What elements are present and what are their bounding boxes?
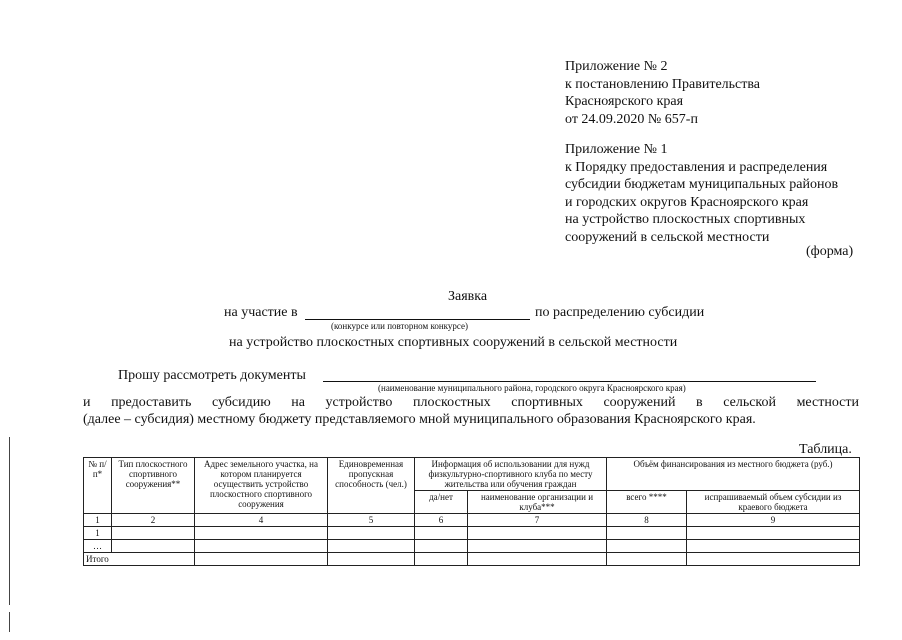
column-number: 9 — [687, 514, 860, 527]
table-total-row[interactable] — [84, 553, 860, 566]
appendix1-line: и городских округов Красноярского края — [565, 194, 809, 210]
table-cell[interactable] — [468, 527, 607, 540]
total-label: Итого — [84, 553, 195, 566]
header-usage-group: Информация об использовании для нужд физкультурно-спортивного клуба по месту жительства или обучения граждан — [415, 458, 607, 491]
table-cell[interactable] — [468, 540, 607, 553]
scan-margin-line — [9, 612, 10, 632]
column-number-row — [84, 514, 860, 527]
appendix2-line: Приложение № 2 — [565, 59, 668, 74]
table-cell[interactable] — [607, 540, 687, 553]
table-cell[interactable] — [687, 540, 860, 553]
municipality-hint: (наименование муниципального района, городского округа Красноярского края) — [378, 383, 686, 393]
table-cell[interactable] — [415, 553, 468, 566]
header-usage-org: наименование организации и клуба*** — [468, 491, 607, 514]
appendix2-line: от 24.09.2020 № 657-п — [565, 111, 698, 127]
form-label: (форма) — [806, 244, 854, 259]
appendix1-line: Приложение № 1 — [565, 142, 668, 157]
table-caption: Таблица. — [799, 442, 852, 457]
table-cell[interactable] — [195, 553, 328, 566]
appendix1-line: к Порядку предоставления и распределения — [565, 159, 828, 175]
header-address: Адрес земельного участка, на котором планируется осуществить устройство плоскостного спортивного сооружения — [195, 458, 328, 514]
row-number: 1 — [84, 527, 112, 540]
column-number: 1 — [84, 514, 112, 527]
table-cell[interactable] — [607, 553, 687, 566]
table-cell[interactable] — [687, 527, 860, 540]
header-fin-requested: испрашиваемый объем субсидии из краевого бюджета — [687, 491, 860, 514]
column-number: 5 — [328, 514, 415, 527]
header-type: Тип плоскостного спортивного сооружения** — [112, 458, 195, 514]
request-text-line1: и предоставить субсидию на устройство плоскостных спортивных сооружений в сельской местности — [83, 395, 859, 410]
header-fin-total: всего **** — [607, 491, 687, 514]
contest-type-field[interactable] — [305, 319, 530, 320]
subsidy-table — [83, 457, 860, 566]
table-cell[interactable] — [195, 527, 328, 540]
request-prefix: Прошу рассмотреть документы — [118, 368, 306, 383]
contest-type-hint: (конкурсе или повторном конкурсе) — [331, 321, 469, 331]
table-row[interactable] — [84, 540, 860, 553]
application-purpose: на устройство плоскостных спортивных сооружений в сельской местности — [229, 335, 678, 350]
participation-prefix: на участие в — [224, 305, 298, 320]
header-usage-yes-no: да/нет — [415, 491, 468, 514]
appendix1-line: на устройство плоскостных спортивных — [565, 212, 806, 227]
table-cell[interactable] — [112, 540, 195, 553]
scan-margin-line — [9, 437, 10, 605]
table-cell[interactable] — [328, 540, 415, 553]
column-number: 8 — [607, 514, 687, 527]
table-cell[interactable] — [687, 553, 860, 566]
table-cell[interactable] — [328, 527, 415, 540]
table-cell[interactable] — [468, 553, 607, 566]
table-cell[interactable] — [195, 540, 328, 553]
municipality-name-field[interactable] — [323, 381, 816, 382]
request-text-line2: (далее – субсидия) местному бюджету представляемого мной муниципального образования Красноярского края. — [83, 412, 756, 427]
appendix1-line: субсидии бюджетам муниципальных районов — [565, 177, 839, 192]
column-number: 4 — [195, 514, 328, 527]
column-number: 2 — [112, 514, 195, 527]
appendix2-line: к постановлению Правительства — [565, 76, 761, 92]
document-title: Заявка — [448, 289, 488, 304]
table-cell[interactable] — [607, 527, 687, 540]
appendix2-line: Красноярского края — [565, 94, 684, 109]
table-row[interactable] — [84, 527, 860, 540]
table-cell[interactable] — [415, 527, 468, 540]
header-capacity: Единовременная пропускная способность (чел.) — [328, 458, 415, 514]
column-number: 7 — [468, 514, 607, 527]
header-num: № п/п* — [84, 458, 112, 514]
appendix1-block — [565, 141, 838, 246]
table-header-row — [84, 458, 860, 491]
row-number: … — [84, 540, 112, 553]
table-cell[interactable] — [415, 540, 468, 553]
table-cell[interactable] — [328, 553, 415, 566]
appendix2-block — [565, 58, 760, 128]
column-number: 6 — [415, 514, 468, 527]
table-cell[interactable] — [112, 527, 195, 540]
participation-suffix: по распределению субсидии — [535, 305, 705, 320]
header-financing-group: Объём финансирования из местного бюджета (руб.) — [607, 458, 860, 491]
appendix1-line: сооружений в сельской местности — [565, 229, 770, 245]
